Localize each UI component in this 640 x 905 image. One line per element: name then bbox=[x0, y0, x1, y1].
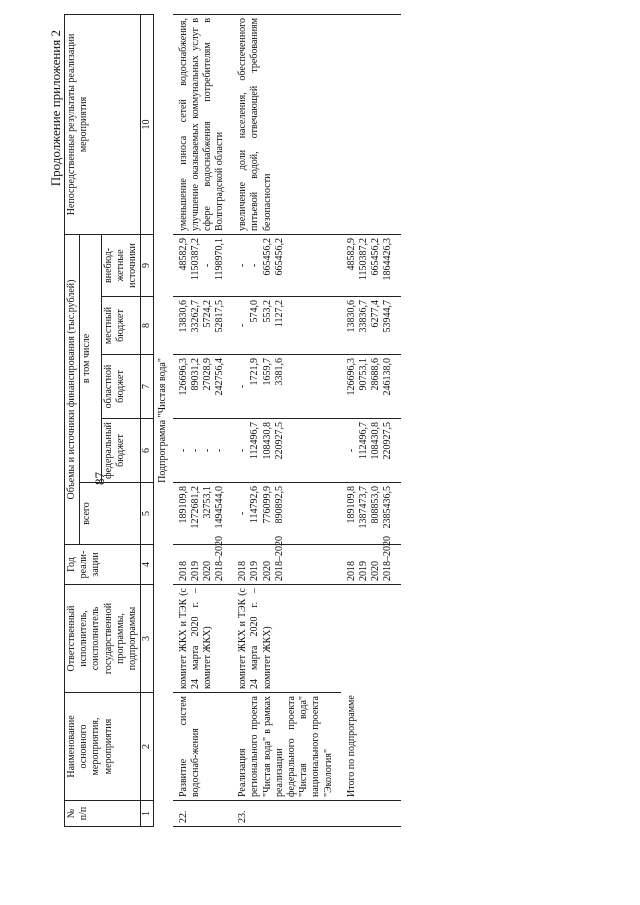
value: 1150387,2 bbox=[189, 237, 201, 281]
value: 1272681,2 bbox=[189, 486, 201, 529]
table-row bbox=[232, 14, 341, 826]
value: 890892,5 bbox=[273, 486, 285, 524]
column-number: 9 bbox=[141, 234, 154, 296]
regional-cell bbox=[341, 355, 401, 419]
value: 776099,9 bbox=[261, 486, 273, 524]
federal-cell bbox=[341, 419, 401, 483]
page-number: 87 bbox=[92, 472, 107, 485]
year: 2018–2020 bbox=[273, 536, 285, 581]
value: - bbox=[249, 263, 261, 268]
value: - bbox=[177, 448, 189, 453]
header-local: местный бюджет bbox=[101, 297, 141, 355]
year: 2020 bbox=[370, 561, 382, 581]
value: 1387473,7 bbox=[357, 486, 369, 529]
extra-cell bbox=[341, 234, 401, 296]
value: 574,0 bbox=[249, 300, 261, 323]
financing-table bbox=[64, 14, 401, 827]
value: 33836,7 bbox=[357, 300, 369, 333]
column-number: 8 bbox=[141, 297, 154, 355]
value: - bbox=[237, 384, 249, 389]
value: 27028,9 bbox=[201, 358, 213, 391]
value: 53944,7 bbox=[382, 300, 394, 333]
year: 2020 bbox=[201, 561, 213, 581]
value: 89031,2 bbox=[189, 358, 201, 391]
responsible-executor: комитет ЖКХ и ТЭК (с 24 марта 2020 г. – комитет ЖКХ) bbox=[173, 585, 233, 693]
value: 1864426,3 bbox=[382, 237, 394, 281]
regional-cell bbox=[232, 355, 341, 419]
continuation-note: Продолжение приложения 2 bbox=[48, 30, 63, 187]
regional-cell bbox=[173, 355, 233, 419]
header-responsible: Ответственный исполнитель, соисполнитель государственной программы, подпрограммы bbox=[65, 585, 141, 693]
federal-cell bbox=[173, 419, 233, 483]
value: 1721,9 bbox=[249, 358, 261, 386]
total-cell bbox=[232, 483, 341, 545]
year: 2019 bbox=[249, 561, 261, 581]
result-text: увеличение доли населения, обеспеченного питьевой водой, отвечающей требованиям безопасности bbox=[232, 14, 341, 234]
value: 114792,6 bbox=[249, 486, 261, 524]
value: 665456,2 bbox=[273, 237, 285, 276]
year: 2019 bbox=[189, 561, 201, 581]
empty-cell bbox=[341, 14, 401, 234]
years-cell bbox=[232, 536, 341, 585]
column-number: 6 bbox=[141, 419, 154, 483]
row-number: 23. bbox=[232, 801, 341, 827]
row-number: 22. bbox=[173, 801, 233, 827]
value: - bbox=[237, 511, 249, 516]
header-federal: федеральный бюджет bbox=[101, 419, 141, 483]
year: 2020 bbox=[261, 561, 273, 581]
value: - bbox=[189, 448, 201, 453]
value: - bbox=[237, 323, 249, 328]
value: 108430,8 bbox=[370, 422, 382, 460]
year: 2018 bbox=[237, 561, 249, 581]
table-row bbox=[173, 14, 233, 826]
value: 1150387,2 bbox=[357, 237, 369, 281]
year: 2018 bbox=[345, 561, 357, 581]
value: 189109,8 bbox=[345, 486, 357, 524]
column-number: 1 bbox=[141, 801, 154, 827]
header-financing-group: Объемы и источники финансирования (тыс.рублей) bbox=[65, 234, 80, 544]
column-number: 10 bbox=[141, 14, 154, 234]
value: - bbox=[345, 448, 357, 453]
value: 112496,7 bbox=[357, 422, 369, 460]
value: 32753,1 bbox=[201, 486, 213, 519]
value: 665456,2 bbox=[261, 237, 273, 276]
local-cell bbox=[232, 297, 341, 355]
extra-cell bbox=[232, 234, 341, 296]
subprogram-title: Подпрограмма "Чистая вода" bbox=[157, 358, 169, 483]
empty-cell bbox=[341, 801, 401, 827]
value: 1127,2 bbox=[273, 300, 285, 328]
totals-row bbox=[341, 14, 401, 826]
header-total: всего bbox=[80, 483, 141, 545]
year: 2018–2020 bbox=[382, 536, 394, 581]
extra-cell bbox=[173, 234, 233, 296]
value: 665456,2 bbox=[370, 237, 382, 276]
value: - bbox=[201, 263, 213, 268]
measure-name: Реализация регионального проекта "Чистая вода" в рамках реализации федерального проекта "Чистая вода" национального проекта "Экология" bbox=[232, 693, 341, 801]
header-year: Год реали-зации bbox=[65, 545, 141, 585]
measure-name: Развитие систем водоснаб-жения bbox=[173, 693, 233, 801]
column-number: 4 bbox=[141, 545, 154, 585]
column-number: 2 bbox=[141, 693, 154, 801]
value: 808853,0 bbox=[370, 486, 382, 524]
value: 33262,7 bbox=[189, 300, 201, 333]
header-name: Наименование основного мероприятия, мероприятия bbox=[65, 693, 141, 801]
years-cell bbox=[341, 536, 401, 585]
column-number: 7 bbox=[141, 355, 154, 419]
value: 13830,6 bbox=[177, 300, 189, 333]
value: - bbox=[237, 263, 249, 268]
header-extra: внебюд-жетные источники bbox=[101, 234, 141, 296]
responsible-executor: комитет ЖКХ и ТЭК (с 24 марта 2020 г. – комитет ЖКХ) bbox=[232, 585, 341, 693]
value: 553,2 bbox=[261, 300, 273, 323]
value: 126696,3 bbox=[345, 358, 357, 396]
value: 1198970,1 bbox=[214, 237, 226, 281]
federal-cell bbox=[232, 419, 341, 483]
year: 2018 bbox=[177, 561, 189, 581]
value: - bbox=[201, 448, 213, 453]
local-cell bbox=[173, 297, 233, 355]
value: 48582,9 bbox=[177, 237, 189, 271]
value: 1494544,0 bbox=[214, 486, 226, 529]
year: 2018–2020 bbox=[214, 536, 226, 581]
value: 189109,8 bbox=[177, 486, 189, 524]
header-num: № п/п bbox=[65, 801, 141, 827]
value: 3381,6 bbox=[273, 358, 285, 386]
year: 2019 bbox=[357, 561, 369, 581]
value: 108430,8 bbox=[261, 422, 273, 460]
value: 52817,5 bbox=[214, 300, 226, 333]
value: 48582,9 bbox=[345, 237, 357, 271]
value: 246138,0 bbox=[382, 358, 394, 396]
value: 28688,6 bbox=[370, 358, 382, 391]
value: 90753,1 bbox=[357, 358, 369, 391]
value: - bbox=[214, 448, 226, 453]
value: 220927,5 bbox=[382, 422, 394, 460]
value: 1659,7 bbox=[261, 358, 273, 386]
header-regional: областной бюджет bbox=[101, 355, 141, 419]
value: 6277,4 bbox=[370, 300, 382, 328]
column-number: 5 bbox=[141, 483, 154, 545]
header-in-total: в том числе bbox=[80, 234, 101, 482]
column-number: 3 bbox=[141, 585, 154, 693]
value: 13830,6 bbox=[345, 300, 357, 333]
years-cell bbox=[173, 536, 233, 585]
value: - bbox=[237, 448, 249, 453]
value: 126696,3 bbox=[177, 358, 189, 396]
totals-label: Итого по подпрограмме bbox=[341, 585, 401, 801]
header-results: Непосредственные результаты реализации мероприятия bbox=[65, 14, 141, 234]
value: 5724,2 bbox=[201, 300, 213, 328]
result-text: уменьшение износа сетей водоснабжения, улучшение оказываемых коммунальных услуг в сфере водоснабжения потребителям в Волгоградской области bbox=[173, 14, 233, 234]
value: 220927,5 bbox=[273, 422, 285, 460]
value: 112496,7 bbox=[249, 422, 261, 460]
value: 242756,4 bbox=[214, 358, 226, 396]
local-cell bbox=[341, 297, 401, 355]
value: 2385436,5 bbox=[382, 486, 394, 529]
